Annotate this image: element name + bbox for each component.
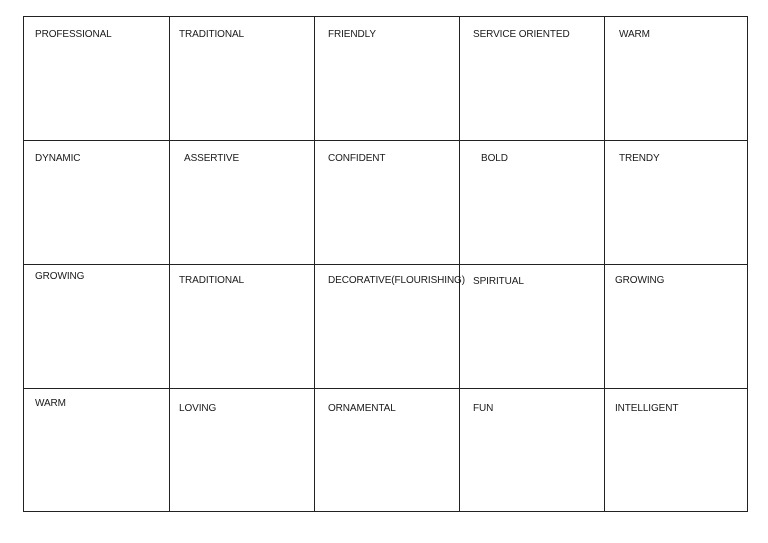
grid-cell-label: FUN <box>473 403 494 414</box>
grid-cell-label: CONFIDENT <box>328 153 386 164</box>
grid-cell-label: TRENDY <box>619 153 660 164</box>
column-divider <box>314 17 315 511</box>
grid-cell-label: GROWING <box>35 271 85 282</box>
grid-cell-label: INTELLIGENT <box>615 403 679 414</box>
grid-cell-label: WARM <box>619 29 650 40</box>
grid-cell-label: GROWING <box>615 275 665 286</box>
grid-cell-label: ASSERTIVE <box>184 153 240 164</box>
grid-cell-label: TRADITIONAL <box>179 275 245 286</box>
grid-cell-label: BOLD <box>481 153 508 164</box>
grid-cell-label: DYNAMIC <box>35 153 81 164</box>
row-divider <box>24 140 747 141</box>
column-divider <box>604 17 605 511</box>
column-divider <box>459 17 460 511</box>
grid-cell-label: TRADITIONAL <box>179 29 245 40</box>
grid-cell-label: PROFESSIONAL <box>35 29 112 40</box>
column-divider <box>169 17 170 511</box>
grid-cell-label: WARM <box>35 398 66 409</box>
row-divider <box>24 264 747 265</box>
grid-cell-label: SPIRITUAL <box>473 276 524 287</box>
grid-cell-label: SERVICE ORIENTED <box>473 29 570 40</box>
word-grid <box>23 16 748 512</box>
grid-cell-label: FRIENDLY <box>328 29 376 40</box>
grid-cell-label: ORNAMENTAL <box>328 403 396 414</box>
grid-cell-label: DECORATIVE(FLOURISHING) <box>328 275 465 286</box>
grid-cell-label: LOVING <box>179 403 217 414</box>
row-divider <box>24 388 747 389</box>
